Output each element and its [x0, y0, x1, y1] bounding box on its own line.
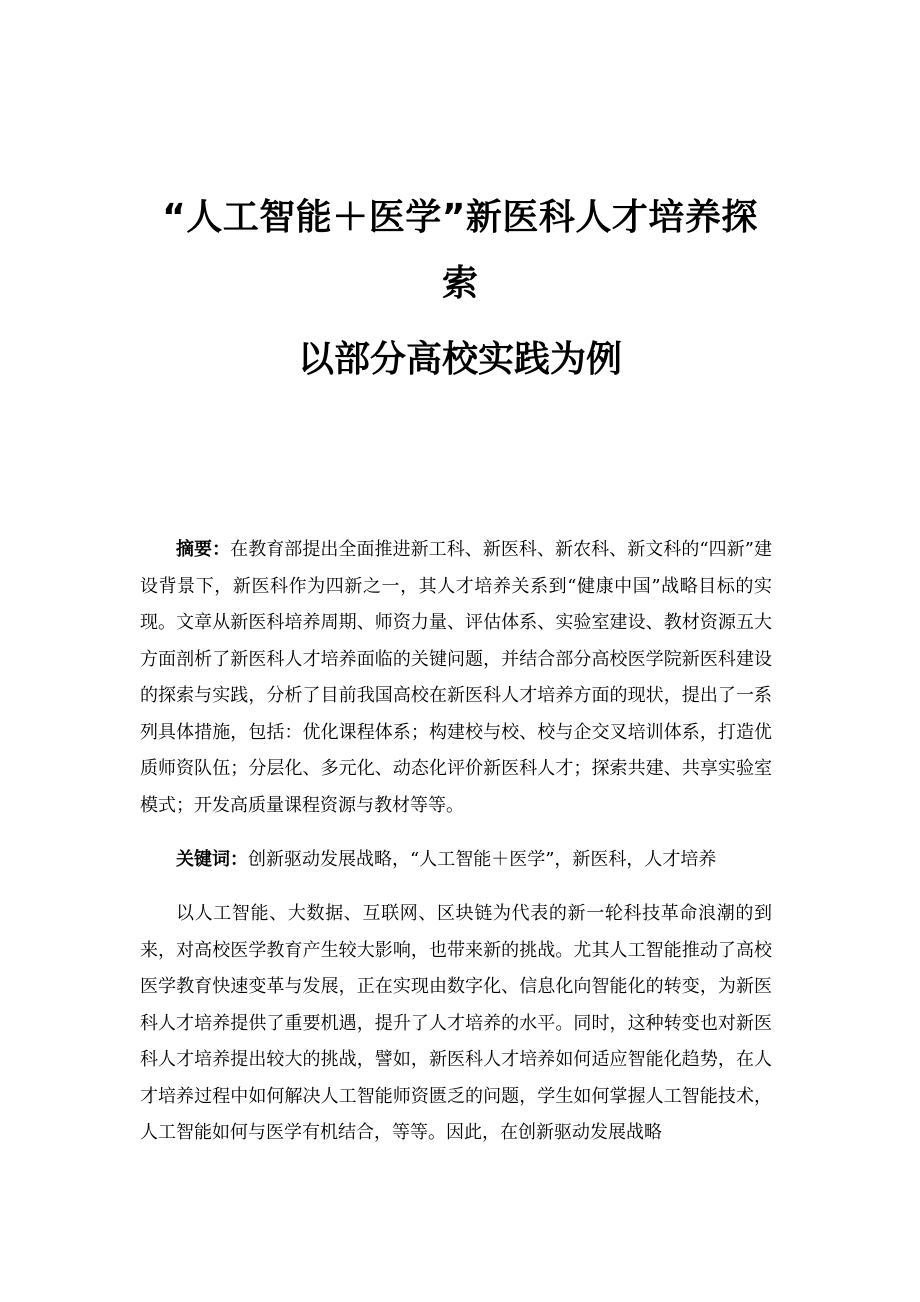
- keywords-text: 创新驱动发展战略，“人工智能＋医学”，新医科，人才培养: [248, 849, 717, 870]
- keywords-paragraph: [140, 842, 772, 879]
- document-subtitle: 以部分高校实践为例: [297, 339, 622, 380]
- document-title: [120, 188, 800, 390]
- abstract-paragraph: [140, 532, 772, 824]
- keywords-label: 关键词：: [176, 849, 248, 870]
- title-line-1: “人工智能＋医学”新医科人才培养探: [162, 197, 758, 238]
- title-line-2: 索: [441, 263, 478, 304]
- abstract-label: 摘要：: [176, 539, 231, 560]
- intro-paragraph: 以人工智能、大数据、互联网、区块链为代表的新一轮科技革命浪潮的到来，对高校医学教育产生较大影响，也带来新的挑战。尤其人工智能推动了高校医学教育快速变革与发展，正在实现由数字化、信息化向智能化的转变，为新医科人才培养提供了重要机遇，提升了人才培养的水平。同时，这种转变也对新医科人才培养提出较大的挑战，譬如，新医科人才培养如何适应智能化趋势，在人才培养过程中如何解决人工智能师资匮乏的问题，学生如何掌握人工智能技术，人工智能如何与医学有机结合，等等。因此，在创新驱动发展战略: [140, 903, 772, 1143]
- abstract-text: 在教育部提出全面推进新工科、新医科、新农科、新文科的“四新”建设背景下，新医科作为四新之一，其人才培养关系到“健康中国”战略目标的实现。文章从新医科培养周期、师资力量、评估体系、实验室建设、教材资源五大方面剖析了新医科人才培养面临的关键问题，并结合部分高校医学院新医科建设的探索与实践，分析了目前我国高校在新医科人才培养方面的现状，提出了一系列具体措施，包括：优化课程体系；构建校与校、校与企交叉培训体系，打造优质师资队伍；分层化、多元化、动态化评价新医科人才；探索共建、共享实验室模式；开发高质量课程资源与教材等等。: [140, 539, 773, 816]
